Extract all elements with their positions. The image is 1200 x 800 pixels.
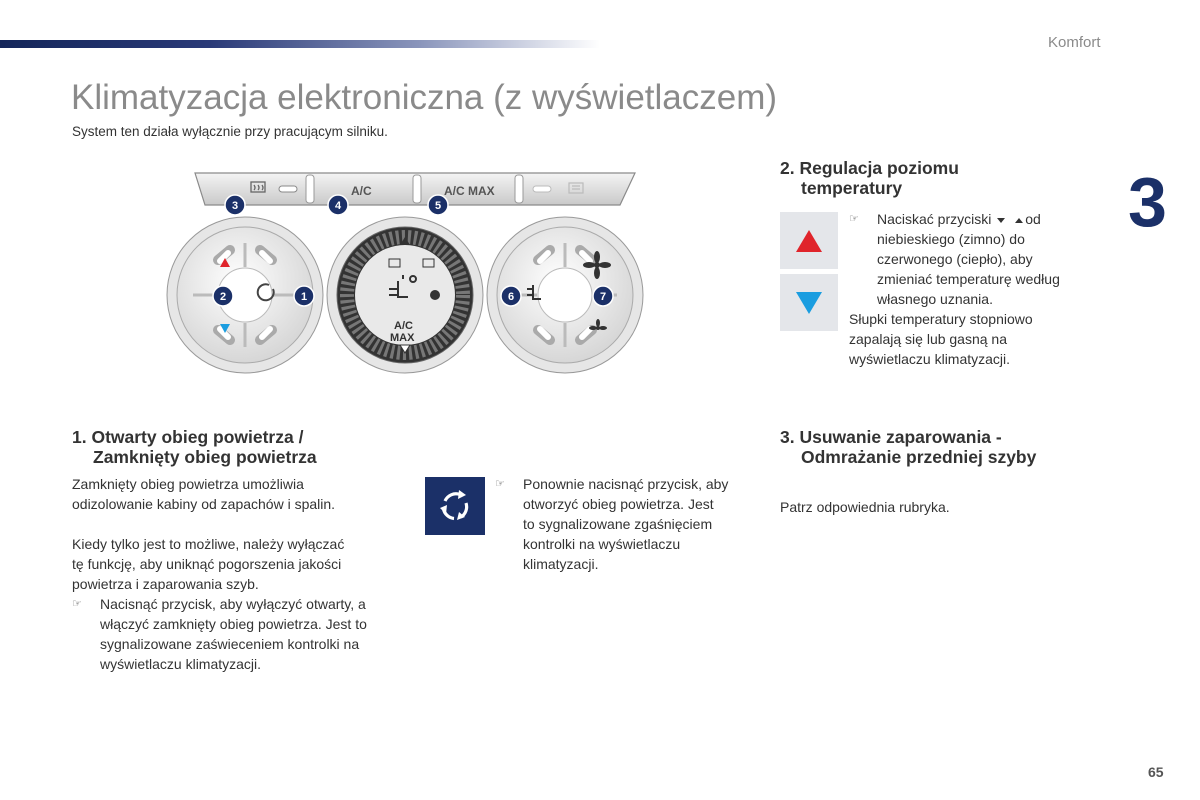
ac-max-button-label: A/C MAX — [444, 184, 495, 198]
svg-text:5: 5 — [434, 200, 442, 212]
recirculation-button-illustration — [425, 477, 485, 535]
section1-heading: 1. Otwarty obieg powietrza / Zamknięty obieg powietrza — [72, 427, 317, 467]
section-label: Komfort — [1048, 34, 1101, 51]
svg-text:MAX: MAX — [390, 332, 415, 344]
section1-text: Zamknięty obieg powietrza umożliwia odizolowanie kabiny od zapachów i spalin. Kiedy tylko jest to możliwe, należy wyłączać tę funkcję, aby uniknąć pogorszenia jakości powietrza i zaparowania szyb. ☞ Nacisnąć przycisk, aby wyłączyć otwarty, a włączyć zamknięty obieg powietrza. Jest to sygnalizowane zaświeceniem kontrolki na wyświetlaczu klimatyzacji. — [72, 476, 367, 672]
climate-control-panel-illustration — [165, 165, 645, 375]
svg-text:4: 4 — [334, 200, 342, 212]
callout-7 — [593, 286, 613, 306]
callout-3 — [225, 195, 245, 215]
svg-text:1: 1 — [300, 291, 308, 303]
fan-icon-small — [430, 290, 440, 300]
section2-text: ☞ Naciskać przyciski od niebieskiego (zimno) do czerwonego (ciepło), aby zmieniać temperaturę według własnego uznania. Słupki temperatury stopniowo zapalają się lub gasną na wyświetlaczu klimatyzacji. — [849, 211, 1060, 367]
ac-button-label: A/C — [351, 184, 372, 198]
svg-text:6: 6 — [507, 291, 515, 303]
section2-heading: 2. Regulacja poziomu temperatury — [780, 158, 959, 198]
callout-4 — [328, 195, 348, 215]
section3-heading: 3. Usuwanie zaparowania - Odmrażanie przedniej szyby — [780, 427, 1037, 467]
svg-text:2: 2 — [219, 291, 227, 303]
arrow-down-blue-icon — [794, 290, 824, 316]
svg-text:A/C: A/C — [394, 320, 413, 332]
section3-text: Patrz odpowiednia rubryka. — [780, 499, 950, 515]
temp-up-button-illustration — [780, 212, 838, 269]
callout-5 — [428, 195, 448, 215]
header-bar — [0, 40, 600, 48]
page-number: 65 — [1148, 764, 1164, 780]
callout-1 — [294, 286, 314, 306]
arrow-up-red-icon — [794, 228, 824, 254]
display-dial — [327, 217, 483, 373]
temp-down-button-illustration — [780, 274, 838, 331]
callout-6 — [501, 286, 521, 306]
section1-text-2: ☞ Ponownie nacisnąć przycisk, aby otworzyć obieg powietrza. Jest to sygnalizowane zgaśnięciem kontrolki na wyświetlaczu klimatyzacji. — [495, 476, 729, 572]
svg-text:3: 3 — [231, 200, 239, 212]
page-title: Klimatyzacja elektroniczna (z wyświetlaczem) — [71, 78, 778, 117]
callout-2 — [213, 286, 233, 306]
page-subtitle: System ten działa wyłącznie przy pracującym silniku. — [72, 124, 388, 139]
chapter-number: 3 — [1128, 163, 1167, 241]
recirculation-icon — [437, 488, 473, 524]
svg-text:7: 7 — [599, 291, 607, 303]
arrows-small-icon — [995, 215, 1025, 225]
